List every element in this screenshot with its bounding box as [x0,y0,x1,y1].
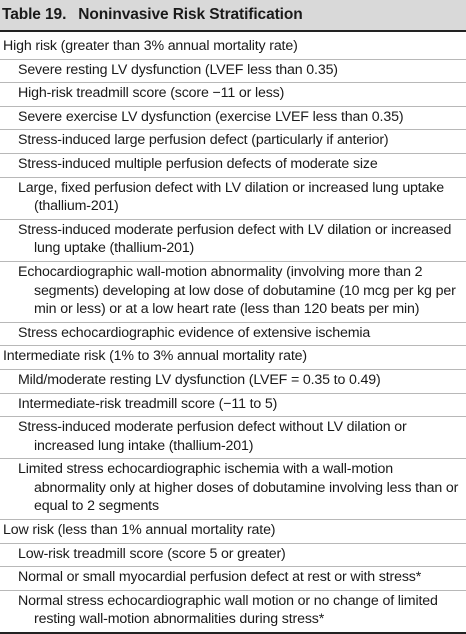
table-section-header: High risk (greater than 3% annual mortality rate) [0,36,466,60]
table-row: Stress-induced large perfusion defect (particularly if anterior) [0,130,466,154]
table-row: Severe resting LV dysfunction (LVEF less than 0.35) [0,60,466,84]
table-row: Normal stress echocardiographic wall motion or no change of limited resting wall-motion abnormalities during stress* [0,591,466,634]
table-row: Stress-induced multiple perfusion defects of moderate size [0,154,466,178]
table-body [0,32,466,634]
table-row: Intermediate-risk treadmill score (−11 to 5) [0,394,466,418]
table-title-bar [0,0,466,32]
table-row: Stress-induced moderate perfusion defect without LV dilation or increased lung intake (thallium-201) [0,417,466,459]
table-row: Severe exercise LV dysfunction (exercise LVEF less than 0.35) [0,107,466,131]
table-section-header: Low risk (less than 1% annual mortality rate) [0,520,466,544]
table-title: Noninvasive Risk Stratification [78,6,303,23]
table-row: Large, fixed perfusion defect with LV dilation or increased lung uptake (thallium-201) [0,178,466,220]
table-row: Stress-induced moderate perfusion defect with LV dilation or increased lung uptake (thallium-201) [0,220,466,262]
table-row: Echocardiographic wall-motion abnormality (involving more than 2 segments) developing at low dose of dobutamine (10 mcg per kg per min or less) or at a low heart rate (less than 120 beats per min) [0,262,466,323]
table-section-header: Intermediate risk (1% to 3% annual mortality rate) [0,346,466,370]
table-row: High-risk treadmill score (score −11 or less) [0,83,466,107]
table-row: Limited stress echocardiographic ischemia with a wall-motion abnormality only at higher doses of dobutamine involving less than or equal to 2 segments [0,459,466,520]
table-row: Mild/moderate resting LV dysfunction (LVEF = 0.35 to 0.49) [0,370,466,394]
table-row: Stress echocardiographic evidence of extensive ischemia [0,323,466,347]
table-label: Table 19. [2,6,67,23]
table-row: Low-risk treadmill score (score 5 or greater) [0,544,466,568]
table-row: Normal or small myocardial perfusion defect at rest or with stress* [0,567,466,591]
